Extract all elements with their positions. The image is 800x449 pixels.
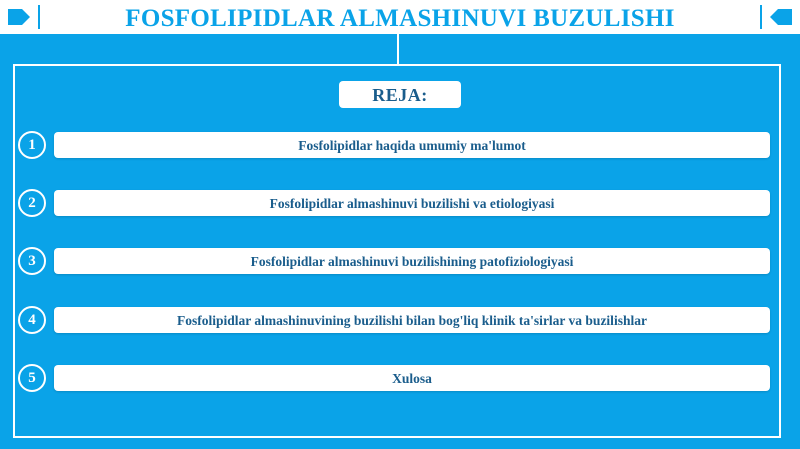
nav-right-divider [760, 5, 762, 29]
item-label: Fosfolipidlar almashinuvi buzilishining patofiziologiyasi [54, 248, 770, 274]
arrow-right-tab-icon [8, 9, 30, 25]
list-item [18, 246, 772, 276]
nav-right[interactable] [760, 0, 800, 34]
nav-left[interactable] [0, 0, 40, 34]
list-item [18, 130, 772, 160]
list-item [18, 363, 772, 393]
item-number: 4 [18, 306, 46, 334]
list-item [18, 188, 772, 218]
connector-line [397, 34, 399, 64]
page-title: FOSFOLIPIDLAR ALMASHINUVI BUZULISHI [125, 5, 675, 32]
item-label: Fosfolipidlar almashinuvi buzilishi va etiologiyasi [54, 190, 770, 216]
item-number: 5 [18, 364, 46, 392]
item-number: 2 [18, 189, 46, 217]
nav-left-divider [38, 5, 40, 29]
arrow-left-tab-icon [770, 9, 792, 25]
item-number: 3 [18, 247, 46, 275]
list-item [18, 305, 772, 335]
item-label: Fosfolipidlar almashinuvining buzilishi bilan bog'liq klinik ta'sirlar va buzilishlar [54, 307, 770, 333]
item-label: Fosfolipidlar haqida umumiy ma'lumot [54, 132, 770, 158]
item-number: 1 [18, 131, 46, 159]
item-label: Xulosa [54, 365, 770, 391]
plan-heading: REJA: [339, 81, 461, 108]
title-bar [0, 0, 800, 34]
